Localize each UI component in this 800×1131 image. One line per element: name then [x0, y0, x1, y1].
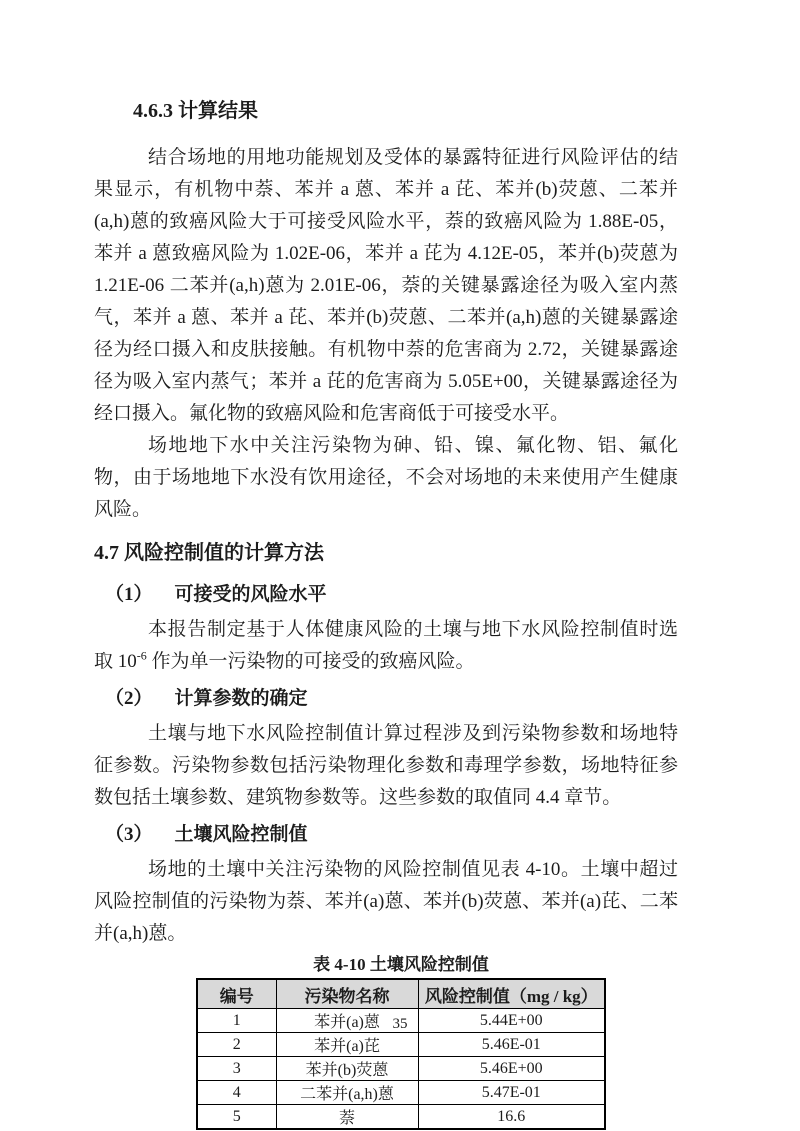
paragraph-groundwater-pollutants: 场地地下水中关注污染物为砷、铅、镍、氟化物、铝、氟化物，由于场地地下水没有饮用途径，不会对场地的未来使用产生健康风险。 — [94, 435, 678, 520]
header-cell-pollutant-name: 污染物名称 — [276, 979, 418, 1009]
cell-pollutant-name: 苯并(a)蒽 — [276, 1009, 418, 1033]
acceptable-risk-text-after: 作为单一污染物的可接受的致癌风险。 — [146, 651, 475, 672]
cell-pollutant-name: 苯并(a)芘 — [276, 1033, 418, 1057]
subsection-3-label: （3） — [105, 824, 153, 845]
cell-pollutant-name: 萘 — [276, 1105, 418, 1130]
risk-control-table-container — [196, 954, 606, 1130]
subsection-2-heading — [105, 686, 678, 712]
cell-pollutant-name: 二苯并(a,h)蒽 — [276, 1081, 418, 1105]
cell-number: 1 — [197, 1009, 276, 1033]
table-row — [197, 1057, 605, 1081]
cell-risk-control-value: 5.47E-01 — [418, 1081, 605, 1105]
subsection-1-label: （1） — [105, 584, 153, 605]
subsection-3-heading — [105, 822, 678, 848]
cell-number: 5 — [197, 1105, 276, 1130]
subsection-1-title: 可接受的风险水平 — [174, 584, 327, 605]
cell-number: 2 — [197, 1033, 276, 1057]
cell-number: 4 — [197, 1081, 276, 1105]
page-content — [94, 98, 678, 1130]
table-row — [197, 1033, 605, 1057]
subsection-2-label: （2） — [105, 688, 153, 709]
table-row — [197, 1081, 605, 1105]
table-caption: 表 4-10 土壤风险控制值 — [313, 955, 489, 974]
acceptable-risk-exponent: -6 — [136, 648, 147, 663]
cell-risk-control-value: 5.44E+00 — [418, 1009, 605, 1033]
acceptable-risk-text-before: 本报告制定基于人体健康风险的土壤与地下水风险控制值时选取 10 — [94, 619, 678, 672]
table-header-row — [197, 979, 605, 1009]
risk-control-table — [196, 978, 606, 1130]
section-heading-4-7: 4.7 风险控制值的计算方法 — [94, 542, 324, 564]
subsection-1-heading — [105, 582, 678, 608]
header-cell-risk-control-value: 风险控制值（mg / kg） — [418, 979, 605, 1009]
cell-pollutant-name: 苯并(b)荧蒽 — [276, 1057, 418, 1081]
subsection-3-title: 土壤风险控制值 — [174, 824, 308, 845]
cell-risk-control-value: 16.6 — [418, 1105, 605, 1130]
paragraph-soil-risk-control: 场地的土壤中关注污染物的风险控制值见表 4-10。土壤中超过风险控制值的污染物为萘、苯并(a)蒽、苯并(b)荧蒽、苯并(a)芘、二苯并(a,h)蒽。 — [94, 859, 678, 944]
table-row — [197, 1105, 605, 1130]
paragraph-calculation-parameters: 土壤与地下水风险控制值计算过程涉及到污染物参数和场地特征参数。污染物参数包括污染物理化参数和毒理学参数，场地特征参数包括土壤参数、建筑物参数等。这些参数的取值同 4.4 章节。 — [94, 723, 678, 808]
header-cell-number: 编号 — [197, 979, 276, 1009]
cell-risk-control-value: 5.46E-01 — [418, 1033, 605, 1057]
subsection-2-title: 计算参数的确定 — [174, 688, 308, 709]
paragraph-risk-assessment-results: 结合场地的用地功能规划及受体的暴露特征进行风险评估的结果显示，有机物中萘、苯并 a 蒽、苯并 a 芘、苯并(b)荧蒽、二苯并(a,h)蒽的致癌风险大于可接受风险水平，萘的致癌风险为 1.88E-05，苯并 a 蒽致癌风险为 1.02E-06，苯并 a 芘为 4.12E-05，苯并(b)荧蒽为 1.21E-06 二苯并(a,h)蒽为 2.01E-06，萘的关键暴露途径为吸入室内蒸气，苯并 a 蒽、苯并 a 芘、苯并(b)荧蒽、二苯并(a,h)蒽的关键暴露途径为经口摄入和皮肤接触。有机物中萘的危害商为 2.72，关键暴露途径为吸入室内蒸气；苯并 a 芘的危害商为 5.05E+00，关键暴露途径为经口摄入。氟化物的致癌风险和危害商低于可接受水平。 — [94, 147, 678, 424]
paragraph-acceptable-risk — [94, 614, 678, 678]
cell-risk-control-value: 5.46E+00 — [418, 1057, 605, 1081]
page-number: 35 — [392, 1016, 408, 1032]
section-heading-4-6-3: 4.6.3 计算结果 — [133, 100, 258, 122]
cell-number: 3 — [197, 1057, 276, 1081]
